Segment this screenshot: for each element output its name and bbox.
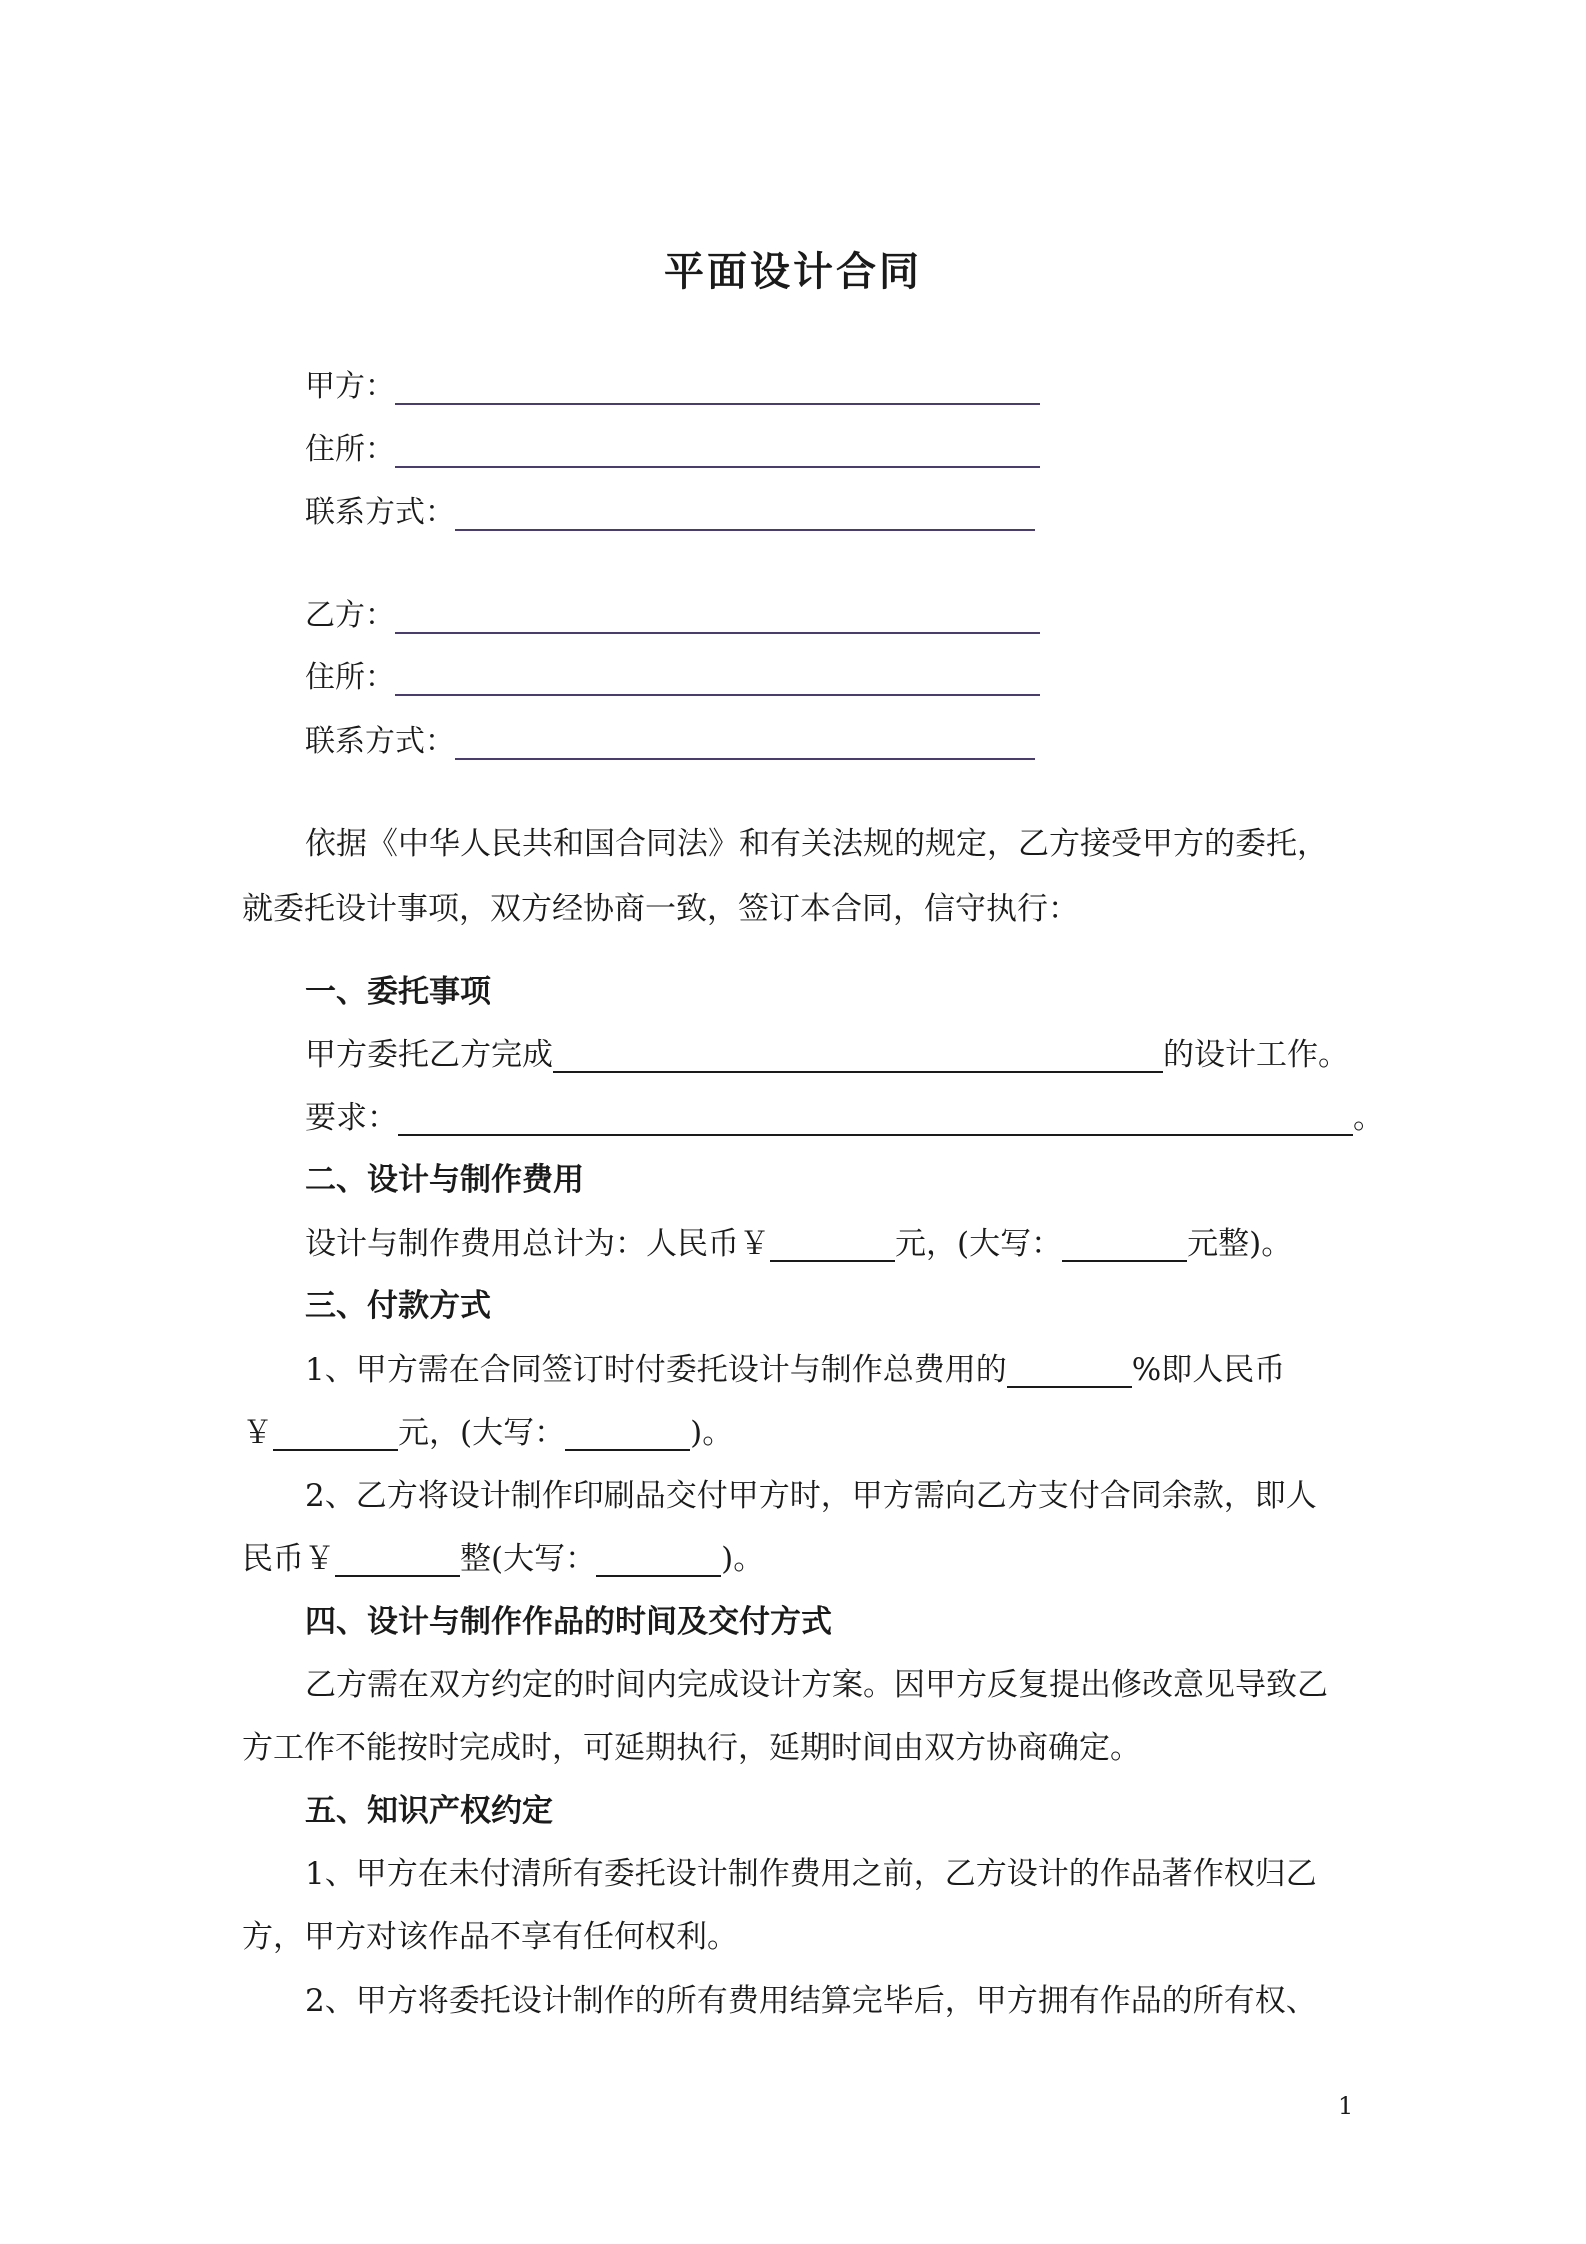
section-3-item-1-line-2: [242, 1411, 733, 1455]
party-a-address-field[interactable]: [395, 430, 1040, 468]
party-a-address-label: 住所：: [305, 432, 395, 467]
payment-1-text-3: 元，(大写：: [398, 1415, 566, 1451]
party-b-address-label: 住所：: [305, 660, 395, 695]
fee-uppercase-blank[interactable]: [1062, 1224, 1187, 1262]
section-1-heading: 一、委托事项: [305, 974, 491, 1010]
fee-amount-blank[interactable]: [770, 1224, 895, 1262]
section-3-item-1-line-1: [305, 1348, 1285, 1392]
payment-1-text-4: )。: [690, 1415, 734, 1451]
intro-line-1: 依据《中华人民共和国合同法》和有关法规的规定，乙方接受甲方的委托，: [305, 826, 1328, 862]
party-b-address-row: [305, 656, 1040, 700]
requirements-blank[interactable]: [398, 1098, 1353, 1136]
section-3-heading: 三、付款方式: [305, 1288, 491, 1324]
intro-line-2: 就委托设计事项，双方经协商一致，签订本合同，信守执行：: [242, 891, 1079, 927]
party-a-contact-label: 联系方式：: [305, 495, 455, 530]
document-title: 平面设计合同: [664, 248, 922, 295]
requirements-label: 要求：: [305, 1100, 398, 1136]
party-a-address-row: [305, 428, 1040, 472]
party-a-name-label: 甲方：: [305, 369, 395, 404]
section-5-heading: 五、知识产权约定: [305, 1793, 553, 1829]
payment-1-uppercase-blank[interactable]: [565, 1413, 690, 1451]
section-4-line-1: 乙方需在双方约定的时间内完成设计方案。因甲方反复提出修改意见导致乙: [305, 1667, 1328, 1703]
section-4-line-2: 方工作不能按时完成时，可延期执行，延期时间由双方协商确定。: [242, 1730, 1141, 1766]
party-a-name-field[interactable]: [395, 367, 1040, 405]
party-a-contact-field[interactable]: [455, 493, 1035, 531]
payment-1-text-1: 1、甲方需在合同签订时付委托设计与制作总费用的: [305, 1352, 1007, 1388]
section-5-item-2-line-1: 2、甲方将委托设计制作的所有费用结算完毕后，甲方拥有作品的所有权、: [305, 1983, 1317, 2019]
design-project-blank[interactable]: [553, 1035, 1163, 1073]
payment-percent-blank[interactable]: [1007, 1350, 1132, 1388]
section-5-item-1-line-1: 1、甲方在未付清所有委托设计制作费用之前，乙方设计的作品著作权归乙: [305, 1856, 1317, 1892]
requirements-period: 。: [1353, 1100, 1384, 1136]
party-a-name-row: [305, 365, 1040, 409]
fee-text-3: 元整)。: [1187, 1226, 1293, 1262]
party-b-name-label: 乙方：: [305, 598, 395, 633]
section-1-line-2: [305, 1096, 1384, 1140]
payment-1-amount-blank[interactable]: [273, 1413, 398, 1451]
party-b-contact-label: 联系方式：: [305, 724, 455, 759]
payment-1-text-2: %即人民币: [1131, 1352, 1286, 1388]
page-number: 1: [1338, 2092, 1354, 2120]
party-a-contact-row: [305, 491, 1035, 535]
fee-text-2: 元，(大写：: [895, 1226, 1063, 1262]
party-b-address-field[interactable]: [395, 658, 1040, 696]
party-b-contact-row: [305, 720, 1035, 764]
payment-2-amount-blank[interactable]: [335, 1539, 460, 1577]
payment-2-text-2: 整(大写：: [460, 1541, 597, 1577]
payment-2-uppercase-blank[interactable]: [596, 1539, 721, 1577]
section-4-heading: 四、设计与制作作品的时间及交付方式: [305, 1604, 832, 1640]
payment-1-yen: ￥: [242, 1415, 273, 1451]
section-3-item-2-line-2: [242, 1537, 764, 1581]
fee-text-1: 设计与制作费用总计为：人民币￥: [305, 1226, 770, 1262]
party-b-name-field[interactable]: [395, 596, 1040, 634]
section-1-line-1: [305, 1033, 1349, 1077]
section-2-line: [305, 1222, 1292, 1266]
payment-2-text-3: )。: [721, 1541, 765, 1577]
party-b-name-row: [305, 594, 1040, 638]
section-1-line-1-suffix: 的设计工作。: [1163, 1037, 1349, 1073]
party-b-contact-field[interactable]: [455, 722, 1035, 760]
section-5-item-1-line-2: 方，甲方对该作品不享有任何权利。: [242, 1919, 738, 1955]
section-3-item-2-line-1: 2、乙方将设计制作印刷品交付甲方时，甲方需向乙方支付合同余款，即人: [305, 1478, 1317, 1514]
section-1-line-1-prefix: 甲方委托乙方完成: [305, 1037, 553, 1073]
section-2-heading: 二、设计与制作费用: [305, 1162, 584, 1198]
payment-2-text-1: 民币￥: [242, 1541, 335, 1577]
